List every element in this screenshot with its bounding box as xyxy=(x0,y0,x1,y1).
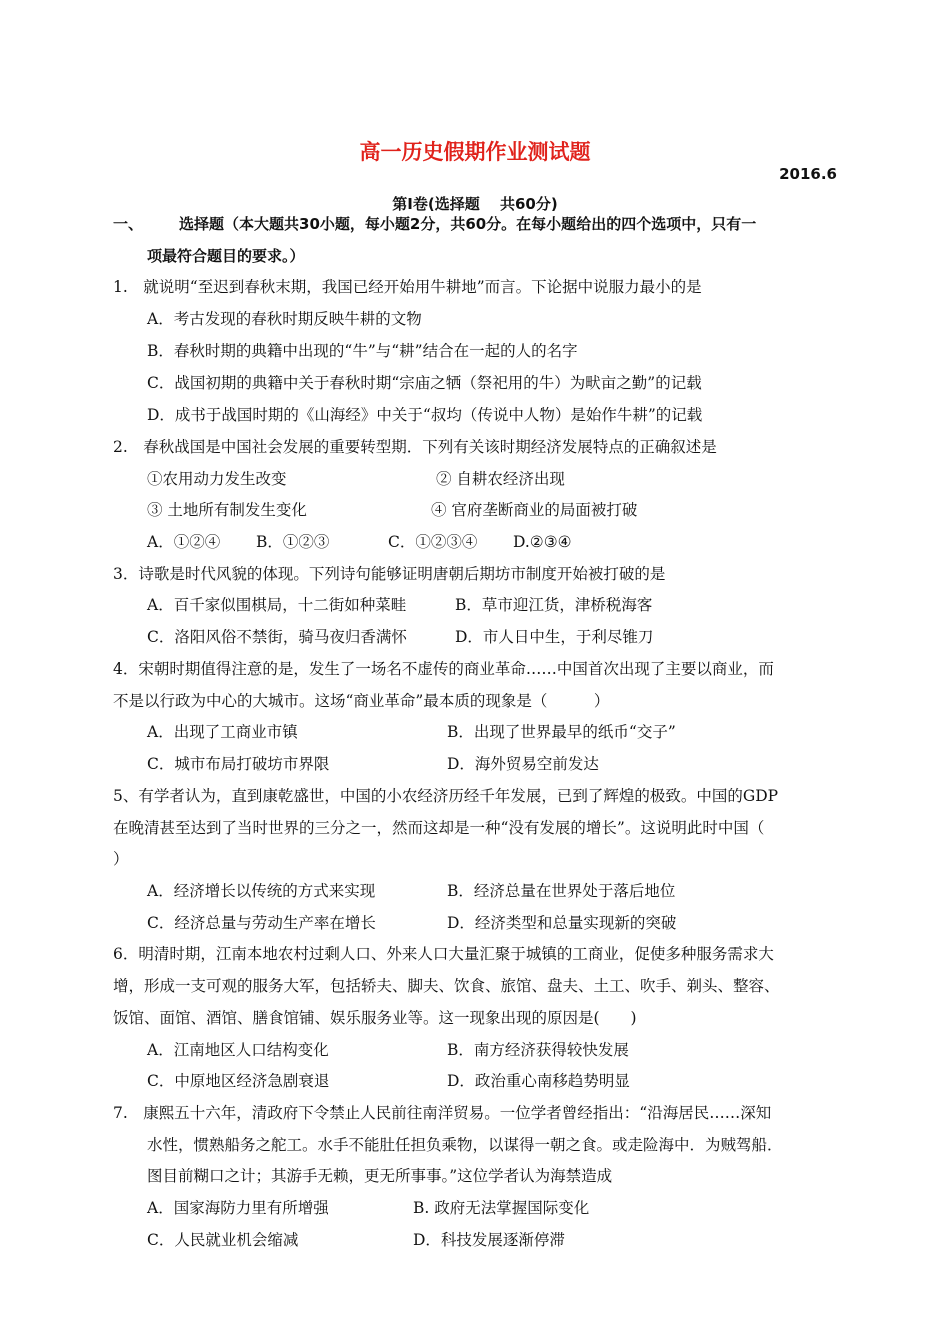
q2-statement-3: ③ 土地所有制发生变化 xyxy=(147,501,307,519)
q6-stem-line2: 增，形成一支可观的服务大军，包括轿夫、脚夫、饮食、旅馆、盘夫、土工、吹手、剃头、整容、 xyxy=(113,977,780,995)
q7-stem-line3: 图目前糊口之计；其游手无赖，更无所事事。”这位学者认为海禁造成 xyxy=(147,1167,613,1185)
q5-option-b: B．经济总量在世界处于落后地位 xyxy=(447,882,676,900)
q2-statement-4: ④ 官府垄断商业的局面被打破 xyxy=(431,501,638,519)
part-heading: 第Ⅰ卷(选择题 共60分) xyxy=(392,195,558,213)
q7-option-a: A．国家海防力里有所增强 xyxy=(147,1199,329,1217)
q2-option-b: B．①②③ xyxy=(256,533,330,551)
q3-option-b: B．草市迎江货，津桥税海客 xyxy=(455,596,653,614)
q5-option-c: C．经济总量与劳动生产率在增长 xyxy=(147,914,376,932)
q3-option-c: C．洛阳风俗不禁街，骑马夜归香满怀 xyxy=(147,628,407,646)
q2-option-d: D.②③④ xyxy=(513,533,572,551)
q7-option-b: B. 政府无法掌握国际变化 xyxy=(413,1199,590,1217)
exam-title: 高一历史假期作业测试题 xyxy=(359,140,591,164)
q6-option-d: D．政治重心南移趋势明显 xyxy=(447,1072,630,1090)
section-instructions xyxy=(113,208,843,272)
q4-stem-line1: 4．宋朝时期值得注意的是，发生了一场名不虚传的商业革命……中国首次出现了主要以商业，而 xyxy=(113,660,774,678)
q5-option-a: A．经济增长以传统的方式来实现 xyxy=(147,882,376,900)
section-text-line1: 选择题（本大题共30小题，每小题2分，共60分。在每小题给出的四个选项中，只有一 xyxy=(179,215,757,233)
q7-option-c: C．人民就业机会缩减 xyxy=(147,1231,299,1249)
section-text-line2: 项最符合题目的要求。） xyxy=(147,247,305,265)
section-number: 一、 xyxy=(113,215,144,233)
q7-stem-line1: 7. 康熙五十六年，清政府下令禁止人民前往南洋贸易。一位学者曾经指出：“沿海居民……深知 xyxy=(113,1104,772,1122)
q1-option-a: A．考古发现的春秋时期反映牛耕的文物 xyxy=(147,310,422,328)
q3-stem: 3．诗歌是时代风貌的体现。下列诗句能够证明唐朝后期坊市制度开始被打破的是 xyxy=(113,565,666,583)
q7-stem-line2: 水性，惯熟船务之舵工。水手不能肚任担负乘物，以谋得一朝之食。或走险海中．为贼驾船． xyxy=(147,1136,783,1154)
q2-option-c: C．①②③④ xyxy=(388,533,478,551)
q1-stem: 1. 就说明“至迟到春秋末期，我国已经开始用牛耕地”而言。下论据中说服力最小的是 xyxy=(113,278,702,296)
q3-option-a: A．百千家似围棋局，十二街如种菜畦 xyxy=(147,596,407,614)
q7-option-d: D．科技发展逐渐停滞 xyxy=(413,1231,565,1249)
q2-option-a: A．①②④ xyxy=(147,533,221,551)
q5-stem-line1: 5、有学者认为，直到康乾盛世，中国的小农经济历经千年发展，已到了辉煌的极致。中国的GDP xyxy=(113,787,779,805)
q4-option-d: D．海外贸易空前发达 xyxy=(447,755,599,773)
q5-option-d: D．经济类型和总量实现新的突破 xyxy=(447,914,677,932)
q1-option-d: D．成书于战国时期的《山海经》中关于“叔均（传说中人物）是始作牛耕”的记载 xyxy=(147,406,703,424)
q2-statement-1: ①农用动力发生改变 xyxy=(147,470,287,488)
q4-option-c: C．城市布局打破坊市界限 xyxy=(147,755,330,773)
q5-stem-line2: 在晚清甚至达到了当时世界的三分之一，然而这却是一种“没有发展的增长”。这说明此时中国（ xyxy=(113,819,765,837)
exam-date: 2016.6 xyxy=(779,165,837,183)
q6-option-c: C．中原地区经济急剧衰退 xyxy=(147,1072,330,1090)
q4-option-b: B．出现了世界最早的纸币“交子” xyxy=(447,723,676,741)
q6-stem-line1: 6．明清时期，江南本地农村过剩人口、外来人口大量汇聚于城镇的工商业，促使多种服务需求大 xyxy=(113,945,774,963)
q2-statement-2: ② 自耕农经济出现 xyxy=(436,470,565,488)
q5-stem-line3: ） xyxy=(113,850,129,868)
q4-option-a: A．出现了工商业市镇 xyxy=(147,723,298,741)
q1-option-c: C．战国初期的典籍中关于春秋时期“宗庙之牺（祭祀用的牛）为畎亩之勤”的记载 xyxy=(147,374,702,392)
q3-option-d: D．市人日中生，于利尽锥刀 xyxy=(455,628,654,646)
q1-option-b: B．春秋时期的典籍中出现的“牛”与“耕”结合在一起的人的名字 xyxy=(147,342,578,360)
q4-stem-line2: 不是以行政为中心的大城市。这场“商业革命”最本质的现象是（ ） xyxy=(113,692,610,710)
q6-option-b: B．南方经济获得较快发展 xyxy=(447,1041,629,1059)
q2-stem: 2. 春秋战国是中国社会发展的重要转型期．下列有关该时期经济发展特点的正确叙述是 xyxy=(113,438,717,456)
q6-stem-line3: 饭馆、面馆、酒馆、膳食馆铺、娱乐服务业等。这一现象出现的原因是( ) xyxy=(113,1009,637,1027)
q6-option-a: A．江南地区人口结构变化 xyxy=(147,1041,329,1059)
